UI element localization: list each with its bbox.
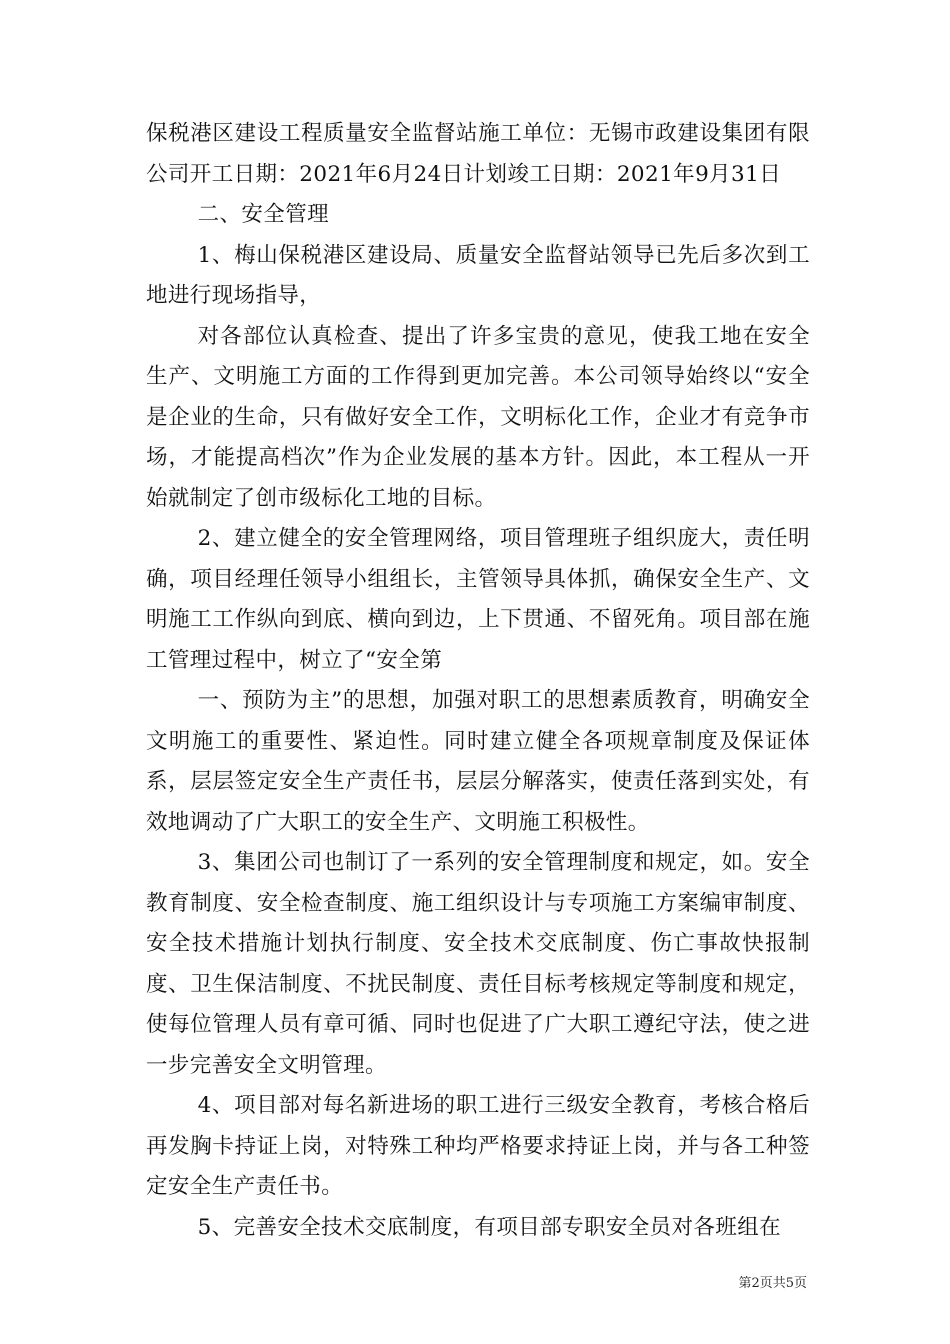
paragraph-item-4: 4、项目部对每名新进场的职工进行三级安全教育，考核合格后再发胸卡持证上岗，对特殊工种均严格要求持证上岗，并与各工种签定安全生产责任书。 [146, 1093, 810, 1199]
paragraph-item-1-continued: 对各部位认真检查、提出了许多宝贵的意见，使我工地在安全生产、文明施工方面的工作得到更加完善。本公司领导始终以“安全是企业的生命，只有做好安全工作，文明标化工作，企业才有竞争市场，才能提高档次”作为企业发展的基本方针。因此，本工程从一开始就制定了创市级标化工地的目标。 [146, 323, 810, 511]
paragraph-item-2-continued: 一、预防为主”的思想，加强对职工的思想素质教育，明确安全文明施工的重要性、紧迫性。同时建立健全各项规章制度及保证体系，层层签定安全生产责任书，层层分解落实，使责任落到实处，有效地调动了广大职工的安全生产、文明施工积极性。 [146, 688, 810, 835]
page-number: 第2页共5页 [738, 1276, 807, 1291]
paragraph-item-3: 3、集团公司也制订了一系列的安全管理制度和规定，如。安全教育制度、安全检查制度、施工组织设计与专项施工方案编审制度、安全技术措施计划执行制度、安全技术交底制度、伤亡事故快报制度、卫生保洁制度、不扰民制度、责任目标考核规定等制度和规定，使每位管理人员有章可循、同时也促进了广大职工遵纪守法，使之进一步完善安全文明管理。 [146, 850, 810, 1078]
document-body [146, 114, 810, 1248]
paragraph-item-1: 1、梅山保税港区建设局、质量安全监督站领导已先后多次到工地进行现场指导， [146, 242, 810, 308]
paragraph-item-5: 5、完善安全技术交底制度，有项目部专职安全员对各班组在 [197, 1214, 782, 1240]
paragraph-item-2: 2、建立健全的安全管理网络，项目管理班子组织庞大，责任明确，项目经理任领导小组组长，主管领导具体抓，确保安全生产、文明施工工作纵向到底、横向到边，上下贯通、不留死角。项目部在施工管理过程中，树立了“安全第 [146, 526, 810, 673]
paragraph-project-info: 保税港区建设工程质量安全监督站施工单位：无锡市政建设集团有限公司开工日期：2021年6月24日计划竣工日期：2021年9月31日 [146, 121, 810, 187]
section-heading-safety-management: 二、安全管理 [197, 202, 329, 227]
